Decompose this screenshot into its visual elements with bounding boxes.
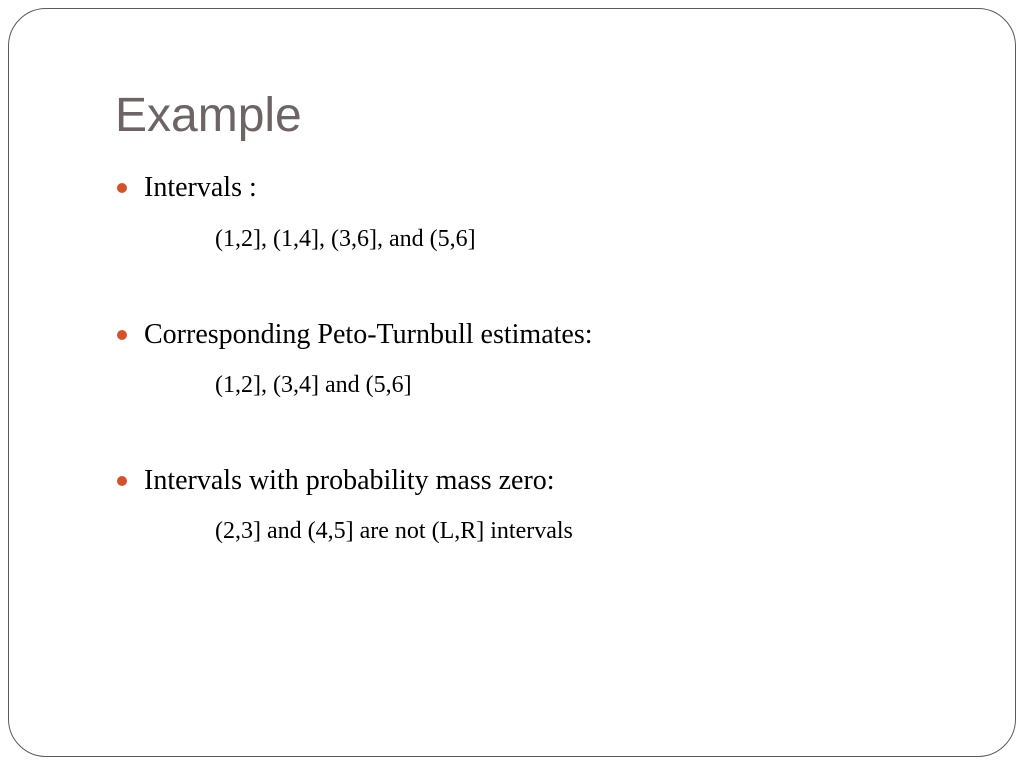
bullet-dot-icon bbox=[117, 183, 127, 193]
bullet-subtext: (1,2], (3,4] and (5,6] bbox=[215, 372, 412, 398]
bullet-text: Intervals with probability mass zero: bbox=[144, 465, 555, 496]
bullet-text: Intervals : bbox=[144, 172, 257, 203]
bullet-subtext: (2,3] and (4,5] are not (L,R] intervals bbox=[215, 518, 573, 544]
bullet-subtext: (1,2], (1,4], (3,6], and (5,6] bbox=[215, 226, 476, 252]
slide-title: Example bbox=[115, 89, 302, 142]
bullet-dot-icon bbox=[117, 330, 127, 340]
bullet-dot-icon bbox=[117, 476, 127, 486]
bullet-text: Corresponding Peto-Turnbull estimates: bbox=[144, 319, 593, 350]
